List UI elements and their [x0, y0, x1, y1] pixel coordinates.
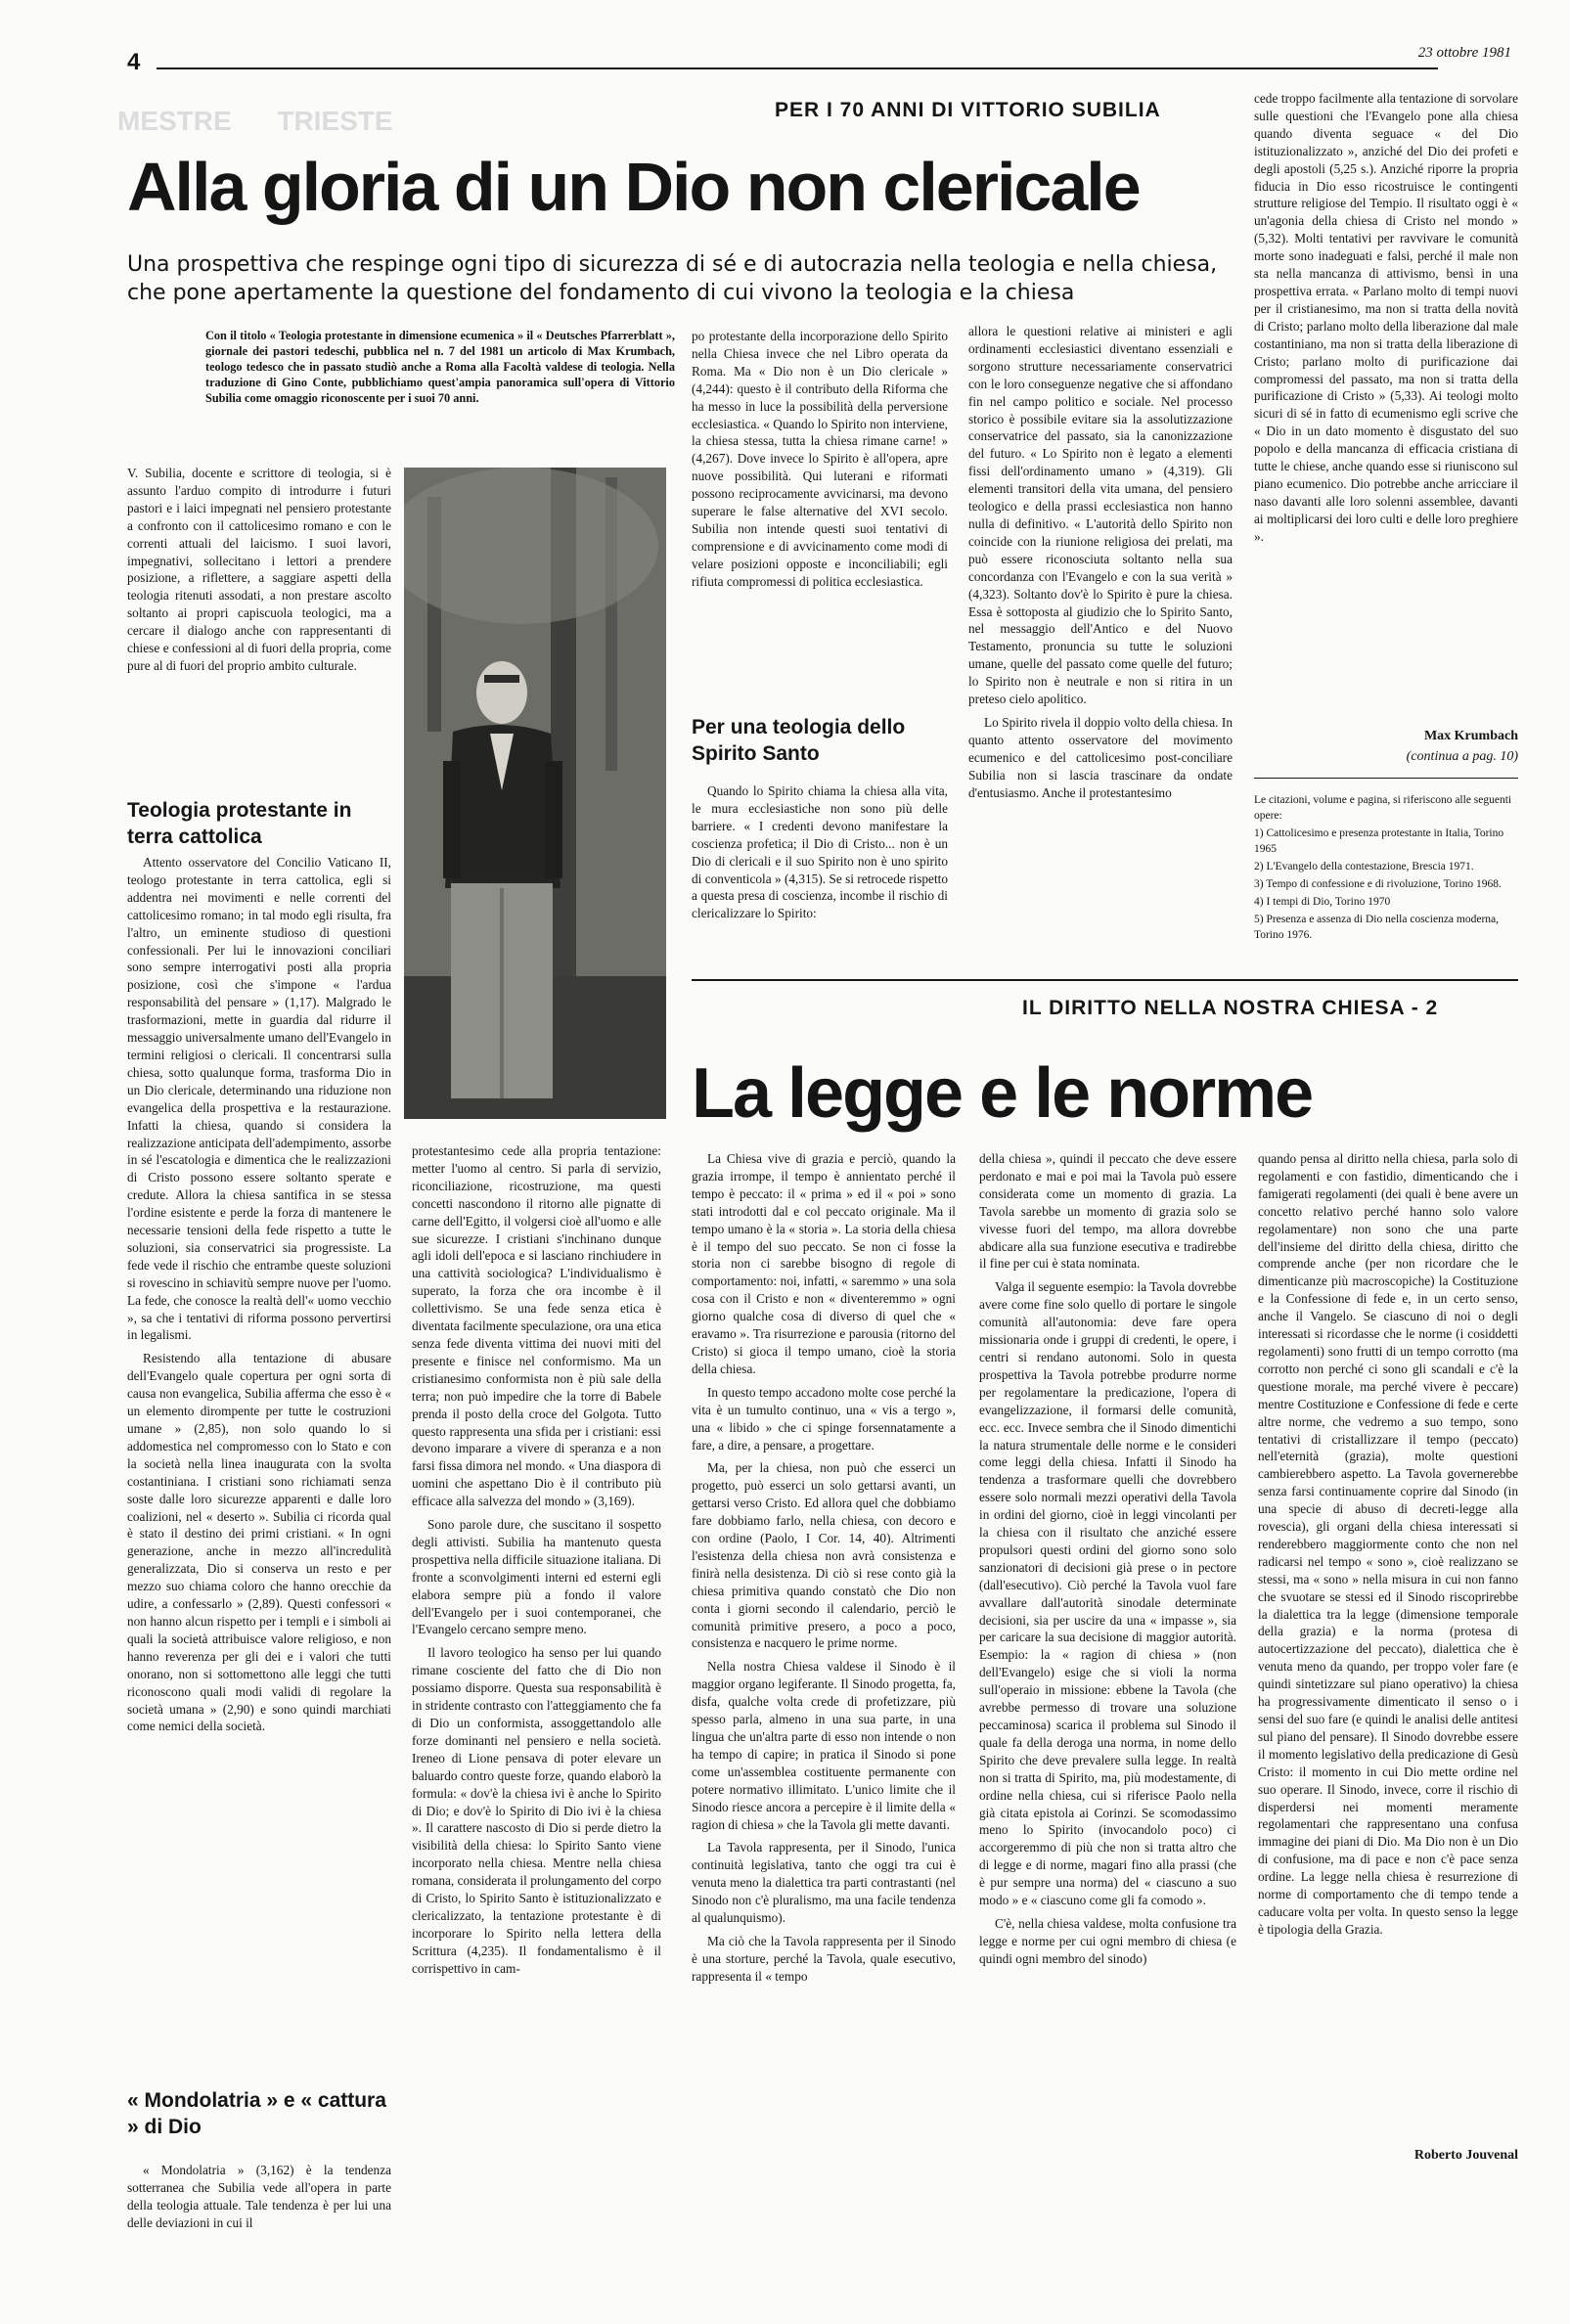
paragraph: La Chiesa vive di grazia e perciò, quando la grazia irrompe, il tempo è annientato perché il tempo è peccato: il « prima » ed il « poi » sono stati introdotti dal e col peccato originale. Ma il tempo umano è la « storia ». La storia della chiesa è il tempo del suo peccato. Se non ci fosse la storia non ci sarebbe bisogno di regole di comportamento: noi, infatti, « saremmo » una sola cosa con il Cristo e non « diventeremmo » ogni giorno qualche cosa di diverso di quel che « eravamo ». Tra risurrezione e parousia (ritorno del Cristo) si gioca il tempo umano, cioè la storia della chiesa.	[692, 1151, 956, 1376]
paragraph: C'è, nella chiesa valdese, molta confusione tra legge e norme per cui ogni membro di chiesa (e quindi ogni membro del sinodo)	[979, 1915, 1236, 1966]
paragraph: Ma, per la chiesa, non può che esserci un progetto, può esserci un solo gettarsi avanti, un gettarsi verso Cristo. Ed allora quel che dobbiamo fare dobbiamo farlo, nella chiesa, con decoro e con ordine (Paolo, I Cor. 14, 40). Altrimenti l'esistenza della chiesa non avrà consistenza e finirà nella desistenza. Di ciò si rese conto già la chiesa primitiva quando constatò che Dio non conta i giorni secondo il calendario, perciò le comunità primitive presero, a poco a poco, consistenza e nacquero le prime norme.	[692, 1460, 956, 1651]
paragraph: quando pensa al diritto nella chiesa, parla solo di regolamenti e con fastidio, dimenticando che i famigerati regolamenti (dei quali è bene avere un concetto relativo perché hanno solo valore regolamentare) non sono che una parte dell'insieme del diritto della chiesa, diritto che comprende anche (per non ricordare che le dimenticanze più macroscopiche) la Costituzione e la Confessione di fede e, in un certo senso, anche il Vangelo. Se ciascuno di noi o degli interessati si ricordasse che le norme (i cosiddetti regolamenti) sono frutti di un tempo corrotto (ma corrotto non perché ci sono gli scandali e c'è la questione morale, ma perché vivere è peccare) mentre Costituzione e Confessione di fede e certe altre norme, che vedremo a suo tempo, sono tentativi di cristallizzare il tempo (peccato) nell'eternità (grazia), molte questioni cambierebbero aspetto. La Tavola governerebbe senza farsi continuamente coprire dal Sinodo (in una specie di abuso di decreti-legge alla rovescia), gli organi della chiesa interessati si renderebbero maggiormente conto che non nel radicarsi nel tempo « sono », cioè realizzano se stessi, ma « sono » nella misura in cui non fanno che svuotare se stessi ed il Sinodo riscoprirebbe la dialettica tra la legge (dimensione temporale della grazia) e la norma (protesa di autocertizzazione del peccato), dialettica che è venuta meno da quando, per troppo voler fare (e quindi sintetizzare sul piano operativo) la chiesa ha progressivamente dimenticato il senso o i sensi del suo fare (e quindi le analisi delle antitesi sul piano del pensare). Il Sinodo dovrebbe essere il momento legislativo della predicazione di Gesù Cristo: il momento in cui Dio mette ordine nel suo operare. Il Sinodo, invece, corre il rischio di disperdersi nei momenti meramente regolamentari che rappresentano una confusa immagine dei piani di Dio. Ma Dio non è un Dio di confusione, ma di pace e non c'è pace senza ordine. La legge nella chiesa è resurrezione di norme di comportamento che di tempo tende a caducare volta per volta. In questo senso la legge è tipologia della Grazia.	[1258, 1151, 1518, 1937]
article2-headline: La legge e le norme	[692, 1054, 1313, 1133]
paragraph: Quando lo Spirito chiama la chiesa alla vita, le mura ecclesiastiche non sono più delle barriere. « I credenti devono manifestare la coscienza profetica; il Dio di Cristo... non è un Dio di clericali e il suo Spirito non è uno spirito di conventicola » (4,315). Se si retrocede rispetto a questa presa di coscienza, incombe il rischio di clericalizzare lo Spirito:	[692, 783, 948, 921]
paragraph: cede troppo facilmente alla tentazione di sorvolare sulle questioni che l'Evangelo pone alla chiesa quando diventa seguace « del Dio istituzionalizzato », anziché del Dio dei profeti e degli apostoli (5,25 s.). Anziché riporre la propria fiducia in Dio esso ricostruisce le contingenti strutture religiose del Tempio. Il risultato oggi è « un'agonia della chiesa di Cristo nel mondo » (5,32). Molti tentativi per ravvivare le comunità morte sono inadeguati e falsi, perché il male non sta nella mancanza di attivismo, bensì in una prospettiva errata. « Parlano molto di tempi nuovi per il cristianesimo, ma non si tratta della novità di Cristo; parlano molto della liberazione dal male costantiniano, ma non si tratta della liberazione di Cristo; parlano molto di purificazione dai compromessi del passato, ma non si tratta della purificazione di Cristo » (5,33). Ai teologi molto sicuri di sé in fatto di ecumenismo egli scrive che « Dio in un dato momento è disgustato del suo popolo e della mancanza di efficacia cristiana di tutte le chiese, anche quando esse si riuniscono sul piano ecumenico. Dio potrebbe anche arricciare il naso davanti alle loro solenni assemblee, davanti ai moltiplicarsi dei loro culti e delle loro preghiere ».	[1254, 91, 1518, 544]
article1-col5	[1254, 90, 1518, 722]
notes-intro: Le citazioni, volume e pagina, si riferiscono alle seguenti opere:	[1254, 794, 1512, 822]
paragraph: Valga il seguente esempio: la Tavola dovrebbe avere come fine solo quello di portare le singole comunità all'autonomia: deve fare opera missionaria onde i gruppi di credenti, le opere, i centri si rendano autonomi. Solo in questa prospettiva la Tavola potrebbe produrre norme per regolamentare la predicazione, l'opera di evangelizzazione, il formarsi delle comunità, ecc. ecc. Invece sembra che il Sinodo dimentichi la natura strumentale delle norme e le consideri come leggi della chiesa. Infatti il Sinodo ha tendenza a trasformare quelli che dovrebbero essere solo normali mezzi operativi della Tavola in ordini del giorno, cioè in leggi vincolanti per la chiesa con il risultato che anziché essere propulsori questi ordini del giorno sono solo sanzionatori di decisioni già prese o in pectore (dall'esecutivo). Ciò perché la Tavola vuol fare avvallare dall'autorità sinodale determinate decisioni, sia per uscire da una « impasse », sia per caricare la sua decisione di maggior autorità. Esempio: la « ragion di chiesa » (non dell'Evangelo) esige che si violi la norma sull'operaio in missione: ebbene la Tavola (che avrebbe permesso di trovare una soluzione peccaminosa) scarica il problema sul Sinodo il quale fa della deroga una norma, in nome dello Spirito che deve prevalere sulla legge. In realtà non si tratta di Spirito, ma, più modestamente, di ordine nella chiesa, cui si riferisce Paolo nella già citata epistola ai Corinzi. Se scomodassimo meno lo Spirito (invocandolo poco) ci accorgeremmo di più che non si tratta altro che di legge e di norme, magari fino alla prassi (che è pur sempre una norma) del « ciascuno a suo modo » e « ciascuno come gli fa comodo ».	[979, 1279, 1236, 1908]
article1-col3b	[692, 782, 948, 961]
issue-date: 23 ottobre 1981	[1417, 45, 1511, 61]
note-item: 2) L'Evangelo della contestazione, Brescia 1971.	[1254, 861, 1474, 872]
article2-col3	[1258, 1150, 1518, 2143]
paragraph: della chiesa », quindi il peccato che deve essere perdonato e mai e poi mai la Tavola può essere considerata come un momento di grazia. La Tavola sarebbe un momento di grazia solo se vivesse fuori del tempo, ma allora dovrebbe abdicare alla sua funzione esecutiva e tradirebbe il fine per cui è stata nominata.	[979, 1151, 1236, 1272]
paragraph: allora le questioni relative ai ministeri e agli ordinamenti ecclesiastici diventano essenziali e sorgono strutture necessariamente conservatrici con le loro conseguenze negative che si affondano fin nel campo politico e sociale. Nel processo storico è possibile evitare sia la assolutizzazione conservatrice del passato, sia la canonizzazione del futuro. « Lo Spirito non è legato a elementi fissi dell'ordinamento umano » (4,319). Gli elementi transitori della vita umana, del pensiero teologico e della prassi ecclesiastica non hanno nulla di definitivo. « L'autorità dello Spirito non coincide con la riunione religiosa dei prelati, ma può essere riconosciuta soltanto nella sua concordanza con l'Evangelo e con la sua verità » (4,323). Soltanto dov'è lo Spirito è pure la chiesa. Essa è sottoposta al giudizio che lo Spirito Santo, nel messaggio dell'Antico e del Nuovo Testamento, pronuncia su tutte le soluzioni umane, quelle del passato come quelle del futuro; lo Spirito non è neutrale e non si ritira in un preteso cielo apolitico.	[968, 324, 1233, 707]
paragraph: po protestante della incorporazione dello Spirito nella Chiesa invece che nel Libro operata da Roma. Ma « Dio non è un Dio clericale » (4,244): questo è il contributo della Riforma che ha messo in luce la possibilità della perversione ecclesiastica. « Quando lo Spirito non interviene, la chiesa stessa, tutta la chiesa rimane carne! » (4,267). Dove invece lo Spirito è all'opera, apre nuove possibilità. Qui luterani e riformati possono reciprocamente avvicinarsi, ma devono superare le false alternative del XVI secolo. Subilia non intende questi suoi tentativi di comprensione e di avvicinamento come modi di velare posizioni opposte e inconciliabili; egli rifiuta compromessi di politica ecclesiastica.	[692, 329, 948, 589]
note-item: 1) Cattolicesimo e presenza protestante in Italia, Torino 1965	[1254, 827, 1504, 855]
article2-col1	[692, 1150, 956, 2308]
paragraph: Il lavoro teologico ha senso per lui quando rimane cosciente del fatto che di Dio non possiamo disporre. Questa sua responsabilità è in stridente contrasto con l'atteggiamento che fa di Dio un conformista, assoggettandolo alle forze dominanti nel pensiero e nella società. Ireneo di Lione pensava di poter elevare un baluardo contro queste forze, quando elaborò la formula: « dov'è la chiesa ivi è anche lo Spirito di Dio; e dov'è lo Spirito di Dio ivi è la chiesa ». Il carattere nascosto di Dio si perde dietro la visibilità della chiesa: lo Spirito Santo viene incorporato nella chiesa. Mentre nella chiesa romana, considerata il prolungamento del corpo di Cristo, lo Spirito Santo è istituzionalizzato e clericalizzato, la tentazione protestante è di incorporare lo Spirito nella lettera della Scrittura (4,235). Il fondamentalismo è il corrispettivo in cam-	[412, 1645, 661, 1976]
article1-signature: Max Krumbach	[1423, 729, 1518, 743]
article1-col1	[127, 465, 391, 778]
article1-col1-text: V. Subilia, docente e scrittore di teologia, si è assunto l'arduo compito di introdurre i futuri pastori e i laici impegnati nel pensiero protestante a confronto con il cattolicesimo romano e con le correnti attuali del laicismo. I suoi lavori, impegnativi, sollecitano i lettori a prendere posizione, a riflettere, a saggiare aspetti della teologia ritenuti assodati, a non prestare ascolto soltanto ai propri capiscuola teologici, ma a cercare il dialogo anche con rappresentanti di chiese e confessioni al di fuori della propria, come pure al di fuori del proprio ambito culturale.	[127, 466, 391, 673]
paragraph: protestantesimo cede alla propria tentazione: metter l'uomo al centro. Si parla di servizio, riconciliazione, ricostruzione, ma questi concetti nascondono il ritorno alle pignatte di carne dell'Egitto, il volgersi cioè all'uomo e alle sue sicurezze. I cristiani s'inchinano dunque agli idoli dell'epoca e si lasciano rinchiudere in una cattività sociologica? L'individualismo è superato, la forza che ora incombe è il collettivismo. Se una fede senza etica è diventata facilmente speculazione, ora una etica senza fede diventa vittima dei nuovi miti del presente e finisce nel conformismo. Ma un cristianesimo conformista non è più sale della terra; non può impedire che la torre di Babele prenda il posto della croce del Golgota. Tutto questo rappresenta una sfida per i cristiani: essi devono imparare a vivere di speranza e a non farsi fissa dimora nel mondo. « Una diaspora di uomini che aspettano Dio è il contributo più efficace alla salvezza del mondo » (3,169).	[412, 1143, 661, 1509]
paragraph: Resistendo alla tentazione di abusare dell'Evangelo quale copertura per ogni sorta di causa non evangelica, Subilia afferma che esso è « un elemento dirompente per tutte le costruzioni umane » (2,85), non solo quando lo si addomestica nel compromesso con lo Stato e con la società nella linea inaugurata con la svolta costantiniana. I cristiani sono richiamati senza soste dalle loro sicurezze apparenti e dalle loro coalizioni, nel « deserto ». Subilia ci ricorda qual è stato il destino dei primi cristiani. « In ogni generazione, anche in mezzo all'incredulità generalizzata, Dio si conserva un resto e per mezzo suo chiama coloro che hanno orecchie da udire, a confessarlo » (2,89). Questi confessori « non hanno alcun rispetto per i templi e i simboli ai quali la società attribuisce valore religioso, e non hanno reverenza per gli dei e i valori che tutti onorano, non si sottomettono alle leggi che tutti riconoscono quali modi validi di regolare la società umana » (2,90) e sono quindi marchiati come nemici della società.	[127, 1351, 391, 1734]
section-rule	[692, 979, 1518, 981]
paragraph: Attento osservatore del Concilio Vaticano II, teologo protestante in terra cattolica, egli si addentra nei movimenti e nelle correnti del cattolicesimo romano; in tal modo egli risulta, fra l'altro, un eminente studioso di questioni confessionali. Per lui le innovazioni conciliari sono sempre interrogativi posti alla propria posizione, così che s'impone « l'ardua responsabilità del pensare » (1,17). Malgrado le trasformazioni, mette in guardia dal ridurre il messaggio universalmente umano dell'Evangelo in termini religiosi o clericali. Il concentrarsi sulla chiesa, sotto qualunque forma, trasforma Dio in un Dio clericale, determinando una riduzione non evangelica della prospettiva e la restaurazione. Infatti la chiesa, quando si considera la realizzazione anticipata dell'adempimento, assorbe in sé l'escatologia e dimentica che le realizzazioni di Cristo possono essere soltanto sperate e credute. Allora la chiesa santifica in se stessa l'ordine esistente e perde la forza di mantenere le necessarie tensioni della fede rispetto a tutte le soluzioni, sia conservatrici sia progressiste. La fede vede il rischio che entrambe queste soluzioni si rovescino in schiavitù sempre nuove per l'uomo. La fede, che conosce la realtà dell'« uomo vecchio », sa che i tentativi di riforma possono pervertirsi in legalismi.	[127, 855, 391, 1343]
paragraph: Sono parole dure, che suscitano il sospetto degli attivisti. Subilia ha mantenuto questa prospettiva nella difficile situazione italiana. Di fronte a sconvolgimenti interni ed esterni egli elabora sempre più a fondo il valore dell'Evangelo per i suoi contemporanei, che l'Evangelo cercano sempre meno.	[412, 1517, 661, 1637]
paragraph: Ma ciò che la Tavola rappresenta per il Sinodo è una storture, perché la Tavola, quale esecutivo, rappresenta il « tempo	[692, 1933, 956, 1984]
article1-subhead-1: Teologia protestante in terra cattolica	[127, 799, 352, 848]
paragraph: Lo Spirito rivela il doppio volto della chiesa. In quanto attento osservatore del movimento ecumenico e del cattolicesimo post-conciliare Subilia non si lascia trascinare da ondate d'entusiasmo. Anche il protestantesimo	[968, 714, 1233, 800]
article1-col1c	[127, 2162, 391, 2308]
article1-col1b	[127, 854, 391, 2072]
note-item: 5) Presenza e assenza di Dio nella coscienza moderna, Torino 1976.	[1254, 914, 1500, 941]
article1-kicker: PER I 70 ANNI DI VITTORIO SUBILIA	[775, 99, 1161, 121]
paragraph: Nella nostra Chiesa valdese il Sinodo è il maggior organo legiferante. Il Sinodo progetta, fa, disfa, qualche volta crede di profetizzare, più spesso parla, almeno in una sua parte, in una lingua che un'altra parte di esso non intende o non ha tempo di capire; in pratica il Sinodo si pone come un'assemblea costituente permanente con potere normativo illimitato. L'unico limite che il Sinodo riesce ancora a percepire è il limite della « ragion di chiesa » che la Tavola gli mette davanti.	[692, 1659, 956, 1832]
portrait-photo	[404, 468, 666, 1119]
notes-rule	[1254, 778, 1518, 779]
article1-col2	[412, 1142, 661, 2308]
article1-subhead-3: Per una teologia dello Spirito Santo	[692, 716, 906, 765]
paragraph: In questo tempo accadono molte cose perché la vita è un tumulto continuo, una « vis a tergo », una « libido » che ci spinge forsennatamente a fare, a dire, a pensare, a progettare.	[692, 1384, 956, 1452]
article2-kicker: IL DIRITTO NELLA NOSTRA CHIESA - 2	[1022, 997, 1439, 1019]
paragraph: « Mondolatria » (3,162) è la tendenza sotterranea che Subilia vede all'opera in parte della teologia attuale. Tale tendenza è per lui una delle deviazioni in cui il	[127, 2163, 391, 2230]
portrait-illustration	[404, 468, 666, 1119]
note-item: 4) I tempi di Dio, Torino 1970	[1254, 896, 1391, 908]
article1-headline: Alla gloria di un Dio non clericale	[127, 149, 1140, 225]
article2-col2	[979, 1150, 1236, 2308]
article1-deck: Una prospettiva che respinge ogni tipo di sicurezza di sé e di autocrazia nella teologia e nella chiesa, che pone apertamente la questione del fondamento di cui vivono la teologia e la chiesa	[127, 252, 1218, 305]
article2-signature: Roberto Jouvenal	[1413, 2148, 1518, 2163]
paragraph: La Tavola rappresenta, per il Sinodo, l'unica continuità legislativa, tanto che oggi tra cui è venuta meno la dialettica tra parti contrastanti (nel Sinodo non c'è pluralismo, ma una facile tendenza al qualunquismo).	[692, 1840, 956, 1926]
page-number: 4	[127, 49, 141, 75]
continued-note: (continua a pag. 10)	[1406, 749, 1518, 764]
article1-notes	[1254, 792, 1518, 945]
article1-col3	[692, 328, 948, 704]
show-through-text: MESTRE TRIESTE	[117, 106, 393, 136]
header-rule	[157, 67, 1438, 69]
article1-intro: Con il titolo « Teologia protestante in dimensione ecumenica » il « Deutsches Pfarrerblatt », giornale dei pastori tedeschi, pubblica nel n. 7 del 1981 un articolo di Max Krumbach, teologo tedesco che in passato studiò anche a Roma alla Facoltà valdese di teologia. Nella traduzione di Gino Conte, pubblichiamo quest'ampia panoramica sull'opera di Vittorio Subilia come omaggio riconoscente per i suoi 70 anni.	[205, 329, 675, 405]
note-item: 3) Tempo di confessione e di rivoluzione, Torino 1968.	[1254, 878, 1502, 890]
article1-subhead-2: « Mondolatria » e « cattura » di Dio	[127, 2089, 386, 2138]
article1-col4	[968, 323, 1233, 963]
